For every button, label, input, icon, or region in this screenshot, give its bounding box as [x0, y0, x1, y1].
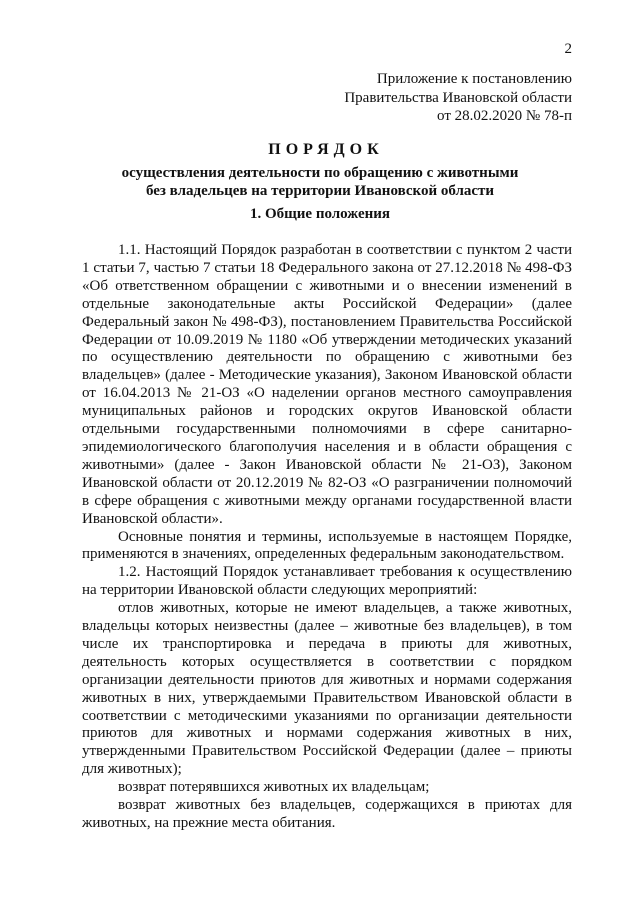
paragraph-1-1: 1.1. Настоящий Порядок разработан в соответствии с пунктом 2 части 1 статьи 7, частью 7 статьи 18 Федерального закона от 27.12.2018 № 498-ФЗ «Об ответственном обращении с животными и о внесении изменений в отдельные законодательные акты Российской Федерации» (далее Федеральный закон № 498-ФЗ), постановлением Правительства Российской Федерации от 10.09.2019 № 1180 «Об утверждении методических указаний по осуществлению деятельности по обращению с животными без владельцев» (далее - Методические указания), Законом Ивановской области от 16.04.2013 № 21-ОЗ «О наделении органов местного самоуправления муниципальных районов и городских округов Ивановской области отдельными государственными полномочиями в сфере санитарно-эпидемиологического благополучия населения и в области обращения с животными» (далее - Закон Ивановской области № 21-ОЗ), Законом Ивановской области от 20.12.2019 № 82-ОЗ «О разграничении полномочий в сфере обращения с животными между органами государственной власти Ивановской области». [82, 242, 572, 527]
document-title-block [110, 140, 530, 200]
approval-line-3: от 28.02.2020 № 78-п [437, 108, 572, 124]
body-text [82, 242, 572, 833]
document-subtitle [110, 164, 530, 200]
approval-line-1: Приложение к постановлению [376, 71, 572, 87]
paragraph-definitions: Основные понятия и термины, используемые в настоящем Порядке, применяются в значениях, определенных федеральным законодательством. [82, 528, 572, 563]
document-title: ПОРЯДОК [268, 141, 384, 158]
paragraph-capture: отлов животных, которые не имеют владельцев, а также животных, владельцы которых неизвестны (далее – животные без владельцев), в том числе их транспортировка и передача в приюты для животных, деятельность которых осуществляется в соответствии с порядком организации деятельности приютов для животных и нормами содержания животных в них, утверждаемыми Правительством Ивановской области в соответствии с методическими указаниями по организации деятельности приютов для животных и нормами содержания животных в них, утвержденными Правительством Российской Федерации (далее – приюты для животных); [82, 600, 572, 778]
page-number: 2 [564, 41, 572, 57]
approval-block [300, 70, 572, 126]
section-heading: 1. Общие положения [249, 206, 391, 222]
document-subtitle-line-2: без владельцев на территории Ивановской области [145, 183, 495, 199]
paragraph-1-2: 1.2. Настоящий Порядок устанавливает требования к осуществлению на территории Ивановской области следующих мероприятий: [82, 564, 572, 599]
paragraph-return-owners: возврат потерявшихся животных их владельцам; [118, 779, 430, 796]
document-subtitle-line-1: осуществления деятельности по обращению с животными [121, 165, 519, 181]
paragraph-return-habitat: возврат животных без владельцев, содержащихся в приютах для животных, на прежние места обитания. [82, 797, 572, 831]
approval-line-2: Правительства Ивановской области [344, 89, 572, 106]
